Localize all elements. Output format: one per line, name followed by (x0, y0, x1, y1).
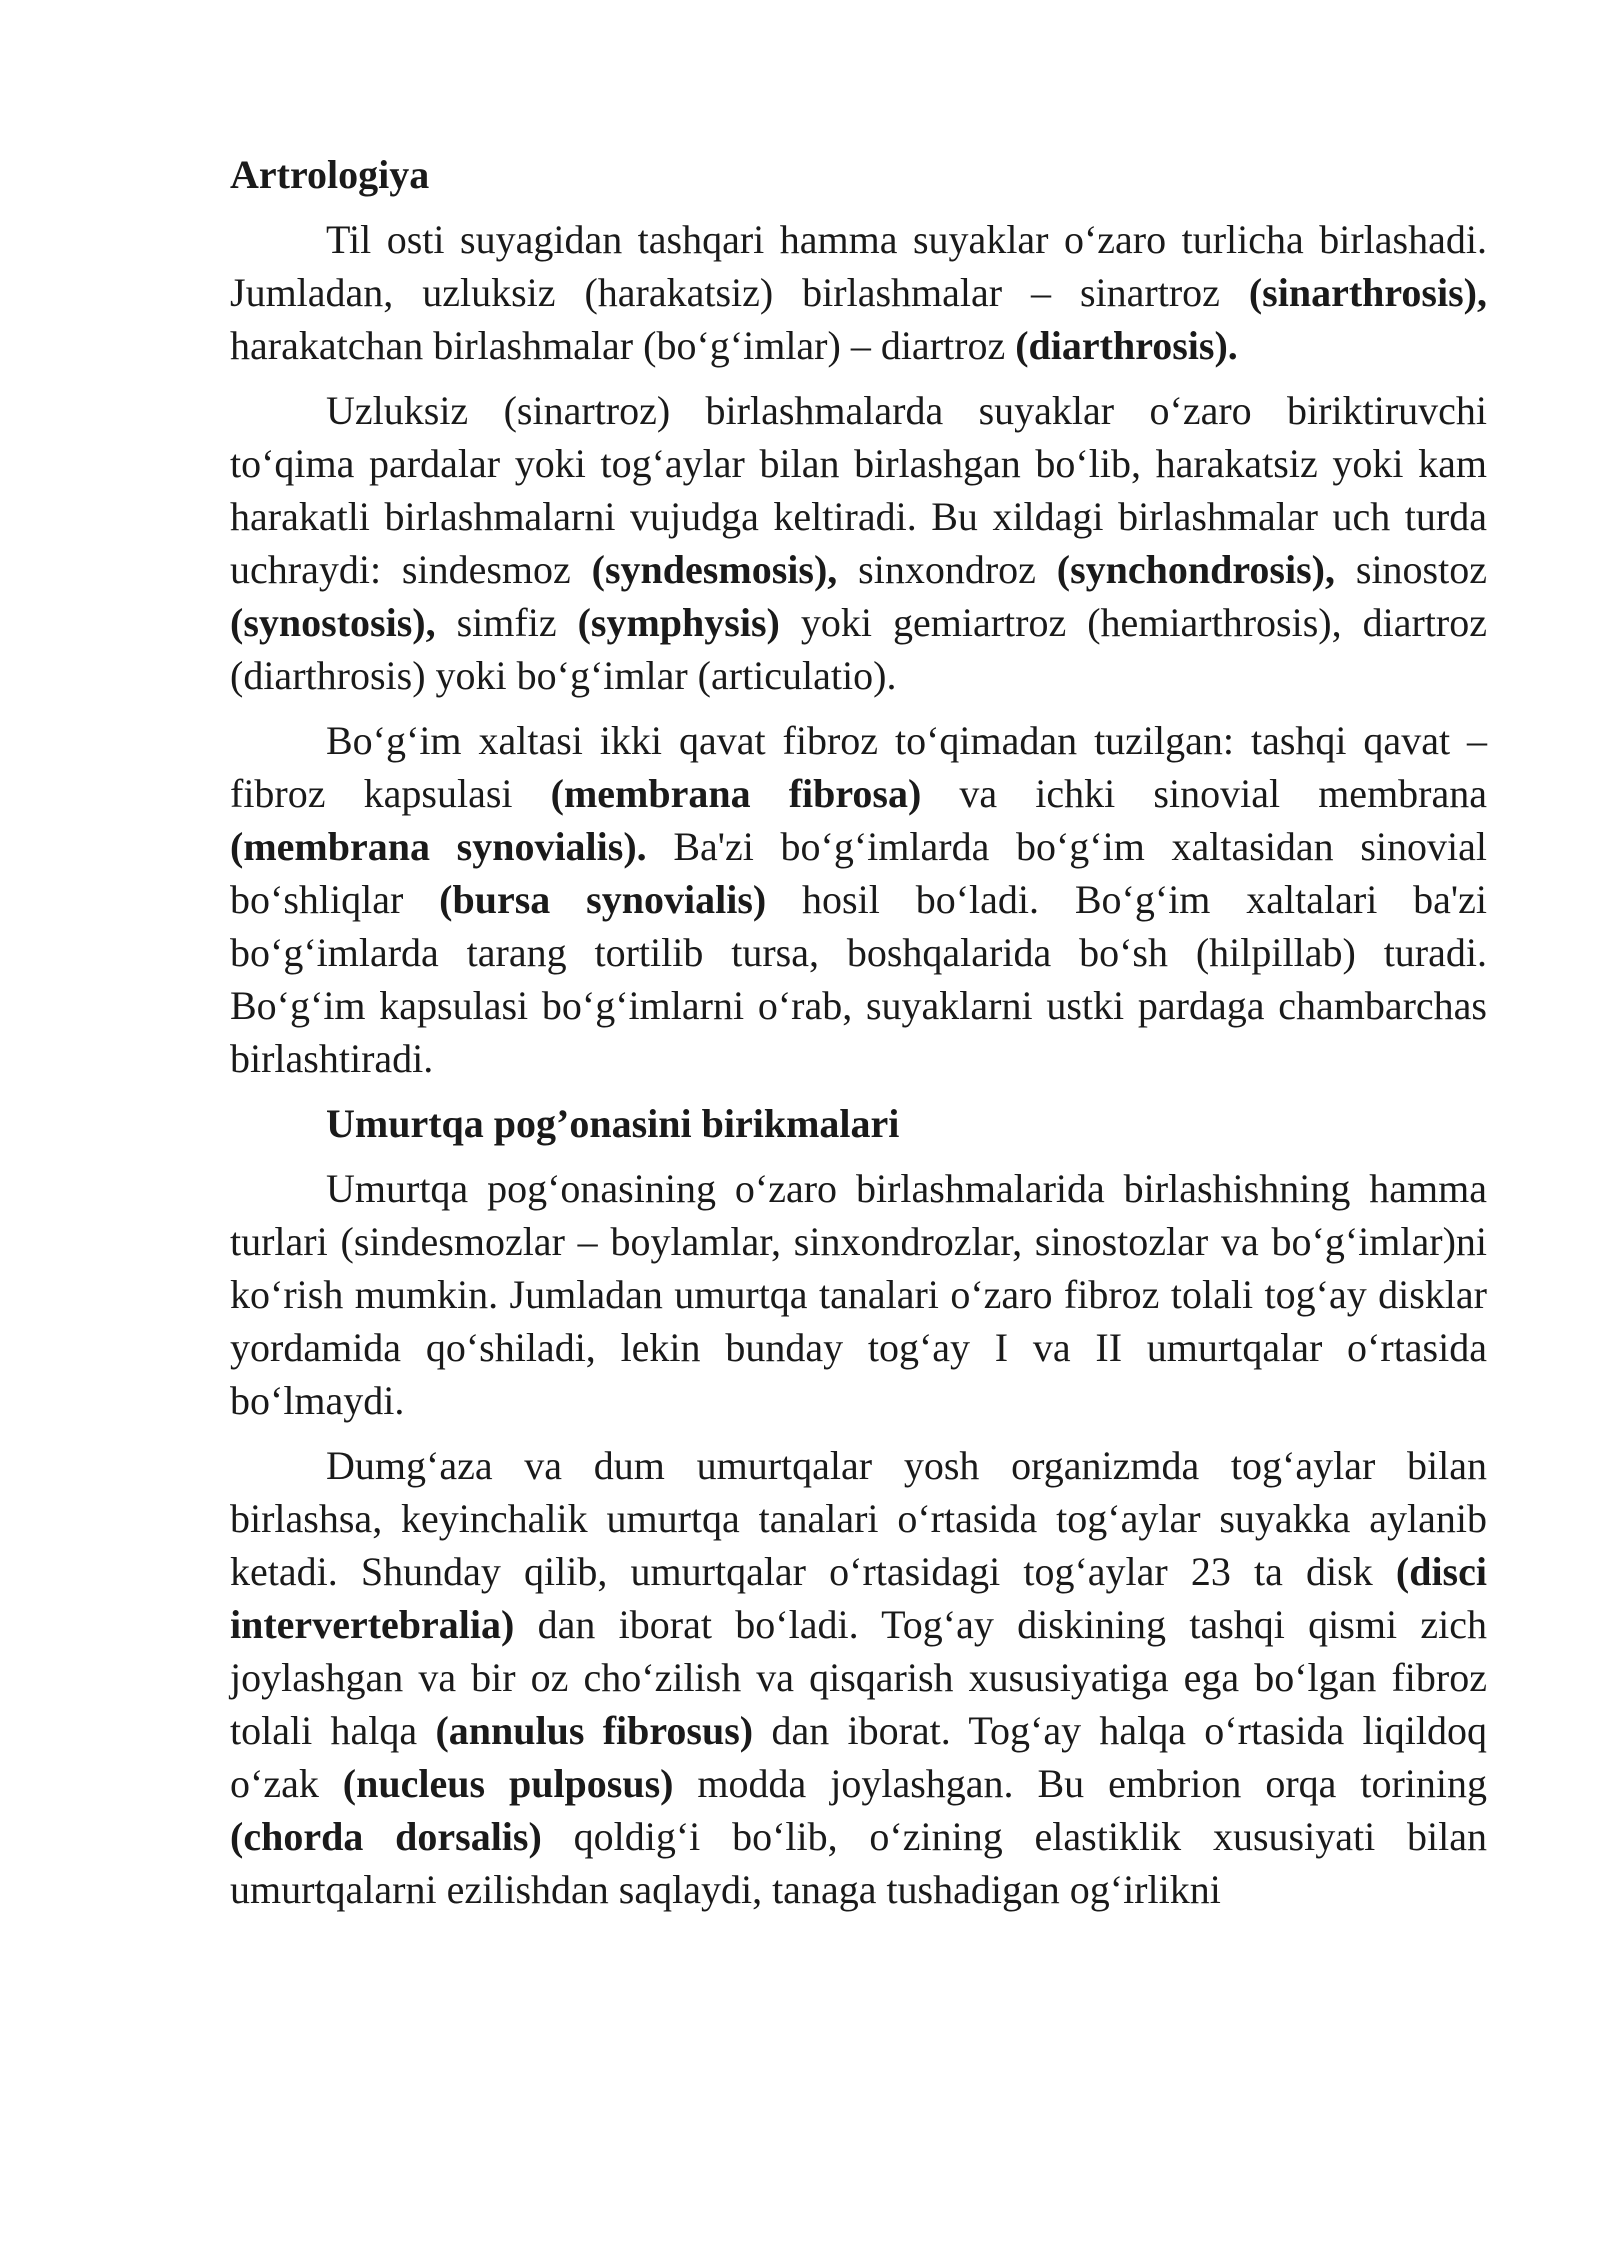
bold-term: (membrana fibrosa) (550, 771, 922, 816)
text-run: Dumg‘aza va dum umurtqalar yosh organizmda tog‘aylar bilan birlashsa, keyinchalik umurtqa tanalari o‘rtasida tog‘aylar suyakka aylanib ketadi. Shunday qilib, umurtqalar o‘rtasidagi tog‘aylar 23 ta disk (230, 1443, 1487, 1594)
page-title: Artrologiya (230, 152, 430, 197)
paragraph-3 (230, 714, 1487, 1085)
paragraph-1 (230, 213, 1487, 372)
text-run: qoldig‘i bo‘lib, o‘zining elastiklik xususiyati bilan umurtqalarni ezilishdan saqlaydi, tanaga tushadigan og‘irlikni (230, 1814, 1488, 1912)
bold-term: (sinarthrosis), (1248, 270, 1487, 315)
paragraph-5 (230, 1439, 1487, 1916)
bold-term: (chorda dorsalis) (230, 1814, 542, 1859)
text-run: dan iborat bo‘ladi. Tog‘ay diskining tashqi qismi zich joylashgan va bir oz cho‘zilish va qisqarish xususiyatiga ega bo‘lgan fibroz tolali halqa (230, 1602, 1487, 1753)
text-run: Uzluksiz (sinartroz) birlashmalarda suyaklar o‘zaro biriktiruvchi to‘qima pardalar yoki tog‘aylar bilan birlashgan bo‘lib, harakatsiz yoki kam harakatli birlashmalarni vujudga keltiradi. Bu xildagi birlashmalar uch turda uchraydi: sindesmoz (230, 388, 1487, 592)
bold-term: (symphysis) (577, 600, 780, 645)
bold-term: (annulus fibrosus) (435, 1708, 754, 1753)
section-subheading: Umurtqa pog’onasini birikmalari (326, 1101, 900, 1146)
bold-term: (synchondrosis), (1056, 547, 1335, 592)
bold-term: (bursa synovialis) (439, 877, 767, 922)
text-run: harakatchan birlashmalar (bo‘g‘imlar) – diartroz (230, 323, 1016, 368)
bold-term: (disci intervertebralia) (230, 1549, 1487, 1647)
paragraph-4 (230, 1162, 1487, 1427)
text-run: Umurtqa pog‘onasining o‘zaro birlashmalarida birlashishning hamma turlari (sindesmozlar – boylamlar, sinxondrozlar, sinostozlar va bo‘g‘imlar)ni ko‘rish mumkin. Jumladan umurtqa tanalari o‘zaro fibroz tolali tog‘ay disklar yordamida qo‘shiladi, lekin bunday tog‘ay I va II umurtqalar o‘rtasida bo‘lmaydi. (230, 1166, 1487, 1423)
text-run: sinxondroz (837, 547, 1057, 592)
text-run: Til osti suyagidan tashqari hamma suyaklar o‘zaro turlicha birlashadi. Jumladan, uzluksiz (harakatsiz) birlashmalar – sinartroz (230, 217, 1487, 315)
text-run: Bo‘g‘im xaltasi ikki qavat fibroz to‘qimadan tuzilgan: tashqi qavat – fibroz kapsulasi (230, 718, 1487, 816)
text-run: yoki gemiartroz (hemiarthrosis), diartroz (diarthrosis) yoki bo‘g‘imlar (articulatio). (230, 600, 1487, 698)
text-run: simfiz (435, 600, 578, 645)
bold-term: (diarthrosis). (1015, 323, 1238, 368)
bold-term: (synostosis), (230, 600, 436, 645)
text-run: va ichki sinovial membrana (921, 771, 1488, 816)
paragraph-2 (230, 384, 1487, 702)
text-run: hosil bo‘ladi. Bo‘g‘im xaltalari ba'zi bo‘g‘imlarda tarang tortilib tursa, boshqalarida bo‘sh (hilpillab) turadi. Bo‘g‘im kapsulasi bo‘g‘imlarni o‘rab, suyaklarni ustki pardaga chambarchas birlashtiradi. (230, 877, 1487, 1081)
text-run: Ba'zi bo‘g‘imlarda bo‘g‘im xaltasidan sinovial bo‘shliqlar (230, 824, 1488, 922)
text-run: modda joylashgan. Bu embrion orqa torining (673, 1761, 1487, 1806)
bold-term: (membrana synovialis). (230, 824, 647, 869)
bold-term: (nucleus pulposus) (342, 1761, 674, 1806)
document-page (230, 148, 1487, 1928)
text-run: dan iborat. Tog‘ay halqa o‘rtasida liqildoq o‘zak (230, 1708, 1488, 1806)
text-run: sinostoz (1335, 547, 1487, 592)
bold-term: (syndesmosis), (591, 547, 838, 592)
